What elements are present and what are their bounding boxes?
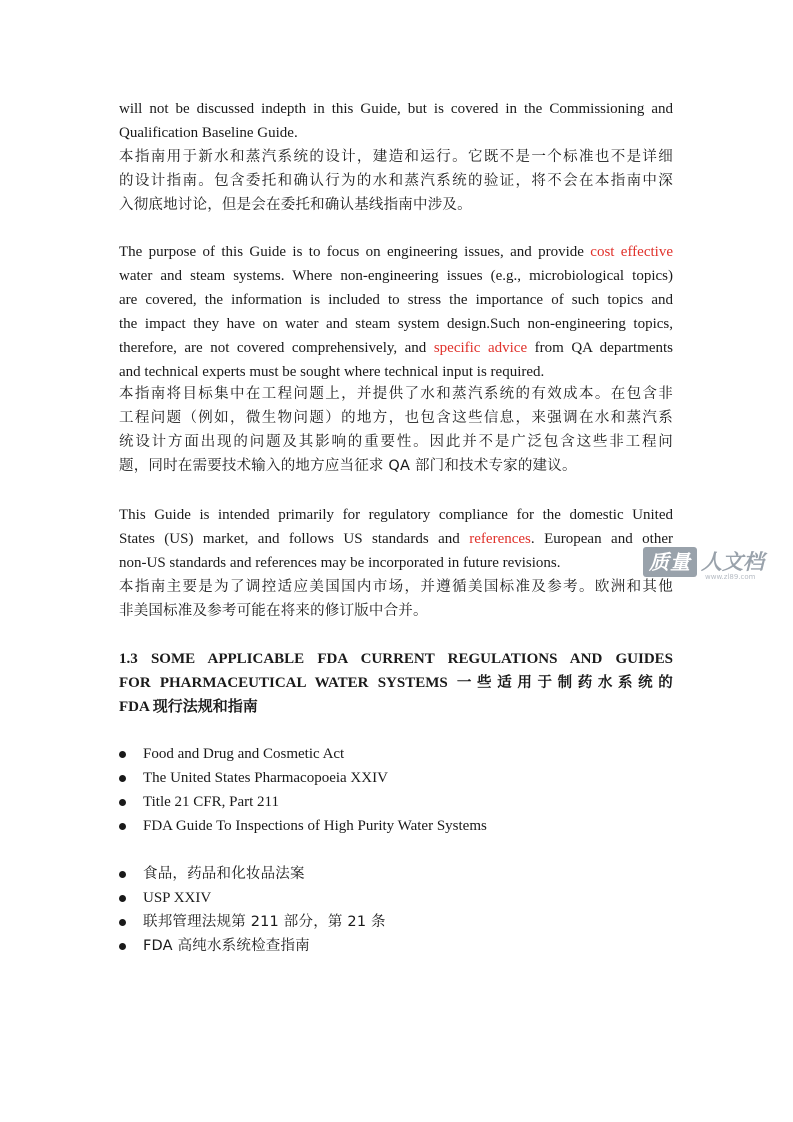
- bullet-icon: [119, 871, 126, 878]
- list-item: [119, 862, 679, 886]
- bullet-icon: [119, 799, 126, 806]
- bullet-list-en: [119, 742, 679, 838]
- text-line: non-US standards and references may be incorporated in future revisions.: [119, 555, 561, 571]
- text-line: 入彻底地讨论，但是会在委托和确认基线指南中涉及。: [119, 197, 472, 213]
- bullet-list-cn: [119, 862, 679, 958]
- highlighted-text: specific advice: [433, 340, 528, 356]
- paragraph-1-en: [119, 97, 673, 145]
- text-line: This Guide is intended primarily for regulatory compliance for the domestic United: [119, 507, 673, 523]
- list-item: [119, 910, 679, 934]
- list-item-text: FDA 高纯水系统检查指南: [143, 938, 310, 954]
- bullet-icon: [119, 895, 126, 902]
- list-item: [119, 742, 679, 766]
- list-item: [119, 886, 679, 910]
- paragraph-1-cn: [119, 145, 673, 217]
- paragraph-2-cn: [119, 382, 673, 478]
- heading-line: FDA 现行法规和指南: [119, 699, 258, 715]
- paragraph-2-en: [119, 240, 673, 384]
- bullet-icon: [119, 919, 126, 926]
- text-line: water and steam systems. Where non-engineering issues (e.g., microbiological topics): [119, 268, 673, 284]
- text-line: the impact they have on water and steam system design.Such non-engineering topics,: [119, 316, 673, 332]
- bullet-icon: [119, 943, 126, 950]
- bullet-icon: [119, 823, 126, 830]
- text-line: [119, 527, 673, 551]
- text-line: 本指南将目标集中在工程问题上，并提供了水和蒸汽系统的有效成本。在包含非: [119, 386, 673, 402]
- text-span: States (US) market, and follows US standards and: [119, 531, 470, 547]
- text-line: 题，同时在需要技术输入的地方应当征求 QA 部门和技术专家的建议。: [119, 458, 577, 474]
- highlighted-text: references: [469, 531, 531, 547]
- section-heading: [119, 647, 673, 719]
- text-line: 统设计方面出现的问题及其影响的重要性。因此并不是广泛包含这些非工程问: [119, 434, 673, 450]
- text-line: are covered, the information is included to stress the importance of such topics and: [119, 292, 673, 308]
- list-item: [119, 790, 679, 814]
- text-line: [119, 336, 673, 360]
- text-line: will not be discussed indepth in this Guide, but is covered in the Commissioning and: [119, 101, 673, 117]
- paragraph-3-en: [119, 503, 673, 575]
- list-item: [119, 766, 679, 790]
- heading-line: [119, 671, 673, 695]
- text-line: and technical experts must be sought where technical input is required.: [119, 364, 545, 380]
- text-line: 本指南主要是为了调控适应美国国内市场，并遵循美国标准及参考。欧洲和其他: [119, 579, 673, 595]
- text-line: Qualification Baseline Guide.: [119, 125, 298, 141]
- heading-text-cn: 一些适用于制药水系统的: [456, 675, 673, 691]
- list-item-text: Title 21 CFR, Part 211: [143, 794, 280, 810]
- list-item-text: The United States Pharmacopoeia XXIV: [143, 770, 388, 786]
- text-span: therefore, are not covered comprehensively, and: [119, 340, 434, 356]
- list-item: [119, 814, 679, 838]
- text-line: 非美国标准及参考可能在将来的修订版中合并。: [119, 603, 428, 619]
- text-line: 本指南用于新水和蒸汽系统的设计，建造和运行。它既不是一个标准也不是详细: [119, 149, 673, 165]
- watermark-text: 人文档: [701, 550, 764, 574]
- text-span: . European and other: [530, 531, 673, 547]
- paragraph-3-cn: [119, 575, 673, 623]
- watermark-badge: 质量: [643, 547, 697, 577]
- bullet-icon: [119, 775, 126, 782]
- list-item: [119, 934, 679, 958]
- heading-text-en: FOR PHARMACEUTICAL WATER SYSTEMS: [119, 675, 457, 691]
- list-item-text: USP XXIV: [143, 890, 212, 906]
- watermark-url: www.zl89.com: [705, 573, 756, 581]
- list-item-text: 食品，药品和化妆品法案: [143, 866, 305, 882]
- text-line: 工程问题（例如，微生物问题）的地方，也包含这些信息，来强调在水和蒸汽系: [119, 410, 673, 426]
- list-item-text: 联邦管理法规第 211 部分，第 21 条: [143, 914, 386, 930]
- heading-line: 1.3 SOME APPLICABLE FDA CURRENT REGULATIONS AND GUIDES: [119, 651, 673, 667]
- highlighted-text: cost effective: [590, 244, 673, 260]
- list-item-text: Food and Drug and Cosmetic Act: [143, 746, 345, 762]
- text-span: from QA departments: [527, 340, 673, 356]
- list-item-text: FDA Guide To Inspections of High Purity Water Systems: [143, 818, 487, 834]
- text-line: 的设计指南。包含委托和确认行为的水和蒸汽系统的验证，将不会在本指南中深: [119, 173, 673, 189]
- text-line: [119, 240, 673, 264]
- text-span: The purpose of this Guide is to focus on engineering issues, and provide: [119, 244, 591, 260]
- bullet-icon: [119, 751, 126, 758]
- watermark-logo: [643, 547, 783, 583]
